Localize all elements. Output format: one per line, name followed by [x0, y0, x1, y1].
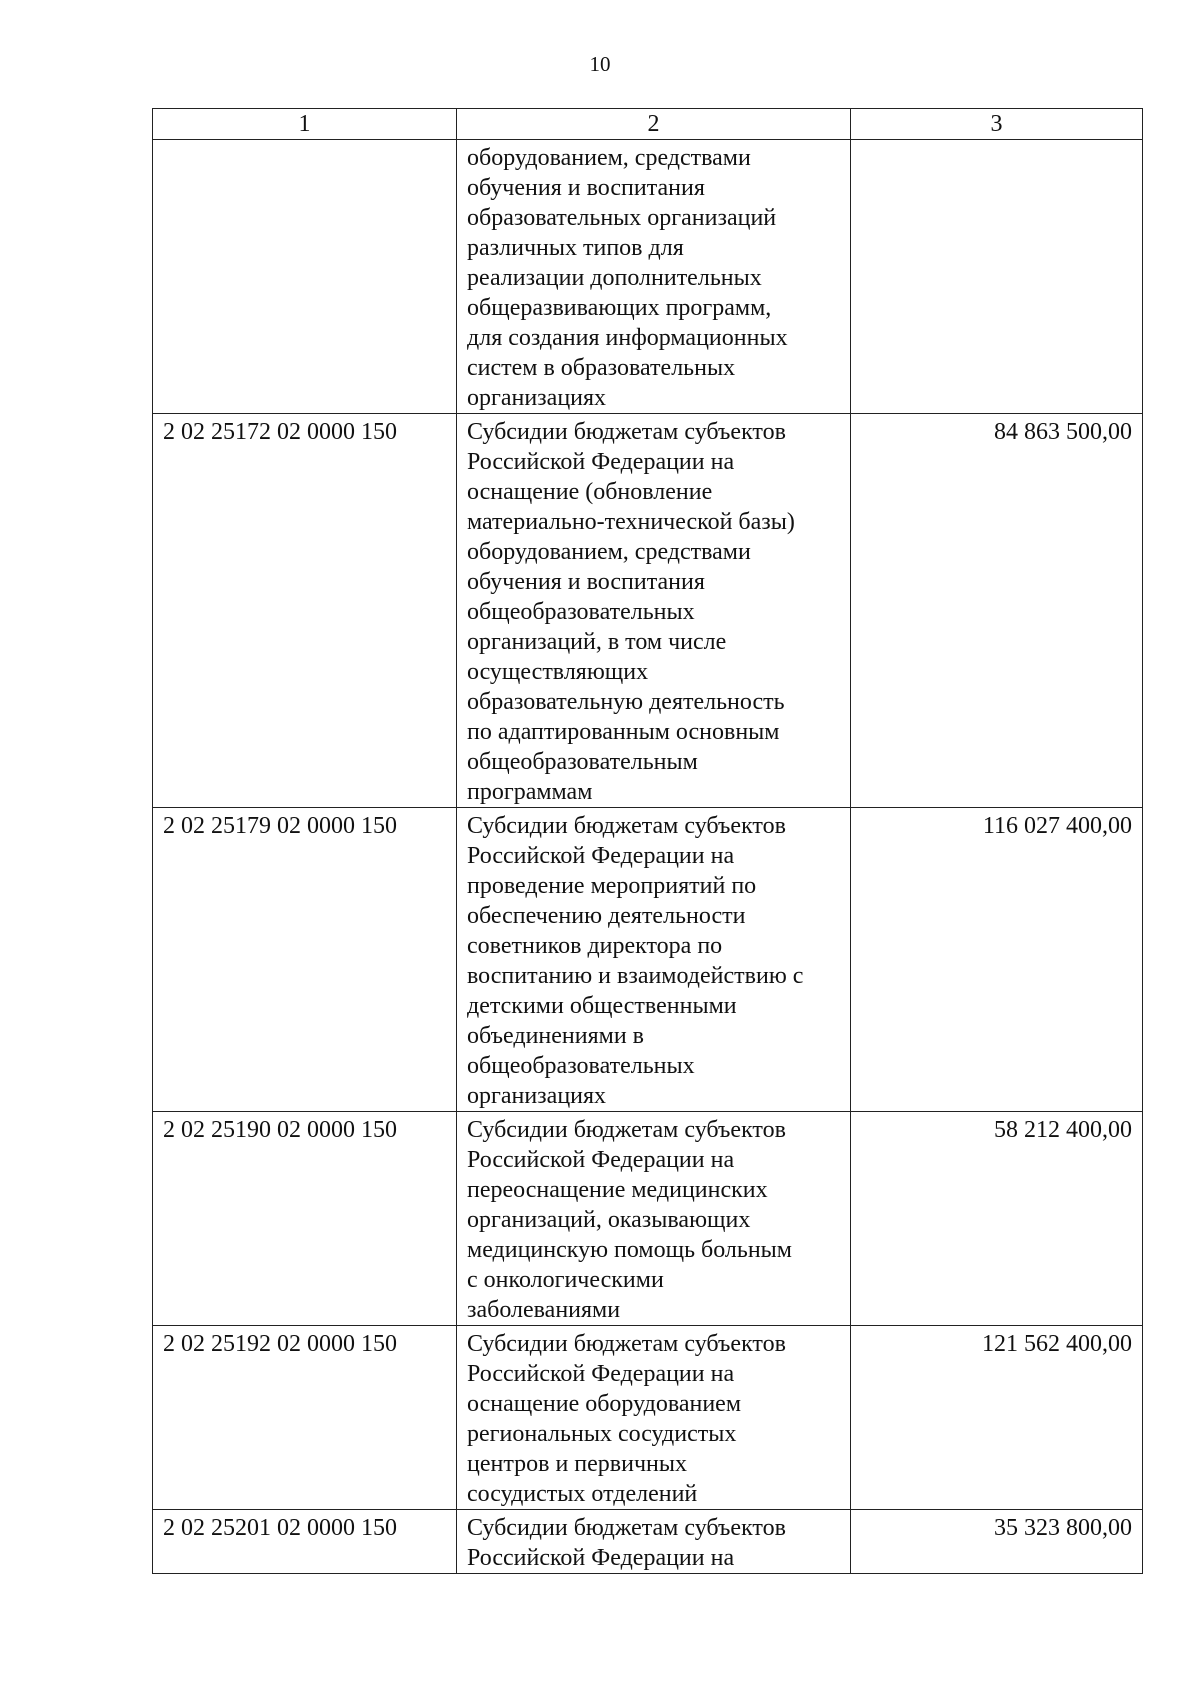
- column-header-1: 1: [153, 109, 457, 140]
- revenue-code-cell: 2 02 25201 02 0000 150: [153, 1510, 457, 1574]
- description-line: для создания информационных: [467, 325, 788, 351]
- description-line: организаций, оказывающих: [467, 1207, 751, 1233]
- description-line: осуществляющих: [467, 659, 649, 685]
- description-line: Российской Федерации на: [467, 843, 735, 869]
- revenue-code-cell: [153, 140, 457, 414]
- description-line: объединениями в: [467, 1023, 644, 1049]
- description-line: заболеваниями: [467, 1297, 621, 1323]
- description-line: по адаптированным основным: [467, 719, 780, 745]
- revenue-code-cell: 2 02 25190 02 0000 150: [153, 1112, 457, 1326]
- description-line: организациях: [467, 1083, 607, 1109]
- table-header-row: [153, 109, 1143, 140]
- description-line: программам: [467, 779, 593, 805]
- description-line: воспитанию и взаимодействию с: [467, 963, 804, 989]
- amount-cell: 35 323 800,00: [851, 1510, 1143, 1574]
- description-line: обучения и воспитания: [467, 569, 705, 595]
- revenue-code-cell: 2 02 25179 02 0000 150: [153, 808, 457, 1112]
- description-line: общеразвивающих программ,: [467, 295, 772, 321]
- table-row: [153, 140, 1143, 414]
- description-line: оборудованием, средствами: [467, 145, 751, 171]
- table-row: [153, 414, 1143, 808]
- description-line: реализации дополнительных: [467, 265, 762, 291]
- budget-table: [152, 108, 1143, 1574]
- description-line: общеобразовательным: [467, 749, 698, 775]
- amount-cell: 58 212 400,00: [851, 1112, 1143, 1326]
- description-line: организаций, в том числе: [467, 629, 727, 655]
- description-line: Субсидии бюджетам субъектов: [467, 1331, 786, 1357]
- amount-cell: 84 863 500,00: [851, 414, 1143, 808]
- description-line: обучения и воспитания: [467, 175, 705, 201]
- description-line: Субсидии бюджетам субъектов: [467, 1117, 786, 1143]
- description-line: сосудистых отделений: [467, 1481, 698, 1507]
- description-line: детскими общественными: [467, 993, 737, 1019]
- table-row: [153, 1326, 1143, 1510]
- description-line: оборудованием, средствами: [467, 539, 751, 565]
- description-cell: [457, 1112, 851, 1326]
- description-line: Российской Федерации на: [467, 1545, 735, 1571]
- description-line: различных типов для: [467, 235, 684, 261]
- description-line: оснащение оборудованием: [467, 1391, 742, 1417]
- description-line: Российской Федерации на: [467, 1361, 735, 1387]
- description-cell: [457, 414, 851, 808]
- description-line: общеобразовательных: [467, 599, 695, 625]
- description-line: Субсидии бюджетам субъектов: [467, 813, 786, 839]
- description-line: переоснащение медицинских: [467, 1177, 768, 1203]
- description-cell: [457, 1510, 851, 1574]
- description-line: Субсидии бюджетам субъектов: [467, 1515, 786, 1541]
- column-header-3: 3: [851, 109, 1143, 140]
- amount-cell: 116 027 400,00: [851, 808, 1143, 1112]
- description-line: материально-технической базы): [467, 509, 795, 535]
- description-line: региональных сосудистых: [467, 1421, 737, 1447]
- description-cell: [457, 1326, 851, 1510]
- description-line: образовательных организаций: [467, 205, 777, 231]
- description-line: общеобразовательных: [467, 1053, 695, 1079]
- column-header-2: 2: [457, 109, 851, 140]
- description-line: образовательную деятельность: [467, 689, 785, 715]
- description-line: Субсидии бюджетам субъектов: [467, 419, 786, 445]
- description-line: Российской Федерации на: [467, 449, 735, 475]
- description-line: с онкологическими: [467, 1267, 664, 1293]
- description-line: медицинскую помощь больным: [467, 1237, 792, 1263]
- table-row: [153, 1112, 1143, 1326]
- amount-cell: 121 562 400,00: [851, 1326, 1143, 1510]
- table-row: [153, 1510, 1143, 1574]
- description-line: оснащение (обновление: [467, 479, 713, 505]
- page-number: 10: [589, 52, 611, 76]
- description-line: организациях: [467, 385, 607, 411]
- amount-cell: [851, 140, 1143, 414]
- description-line: обеспечению деятельности: [467, 903, 746, 929]
- revenue-code-cell: 2 02 25172 02 0000 150: [153, 414, 457, 808]
- description-line: систем в образовательных: [467, 355, 736, 381]
- description-line: проведение мероприятий по: [467, 873, 757, 899]
- description-line: советников директора по: [467, 933, 723, 959]
- table-row: [153, 808, 1143, 1112]
- description-cell: [457, 808, 851, 1112]
- description-line: центров и первичных: [467, 1451, 688, 1477]
- table-body: [153, 109, 1143, 1574]
- revenue-code-cell: 2 02 25192 02 0000 150: [153, 1326, 457, 1510]
- description-cell: [457, 140, 851, 414]
- description-line: Российской Федерации на: [467, 1147, 735, 1173]
